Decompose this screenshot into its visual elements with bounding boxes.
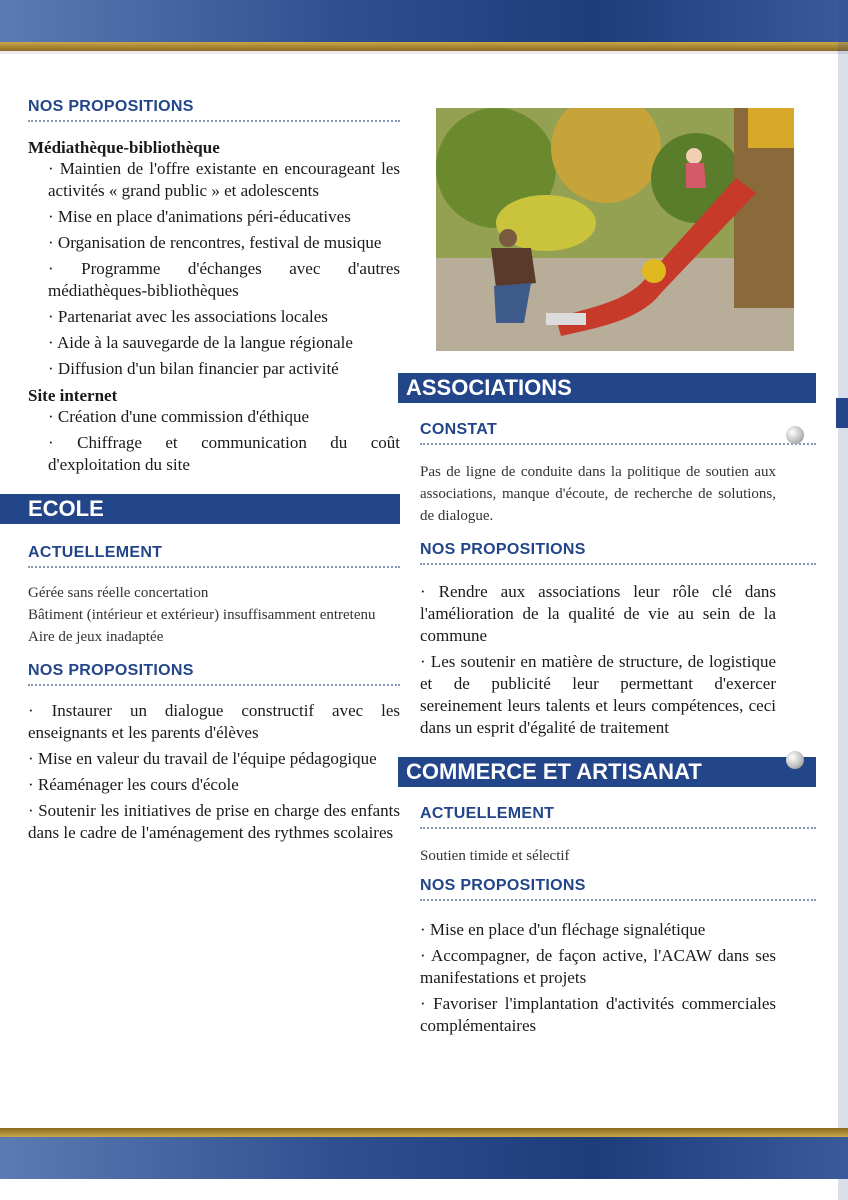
associations-propositions-list (420, 581, 776, 739)
decorative-ball (786, 426, 804, 444)
associations-propositions-header: NOS PROPOSITIONS (420, 541, 816, 565)
ecole-proposition-item: · Soutenir les initiatives de prise en charge des enfants dans le cadre de l'aménagement des rythmes scolaires (28, 801, 400, 842)
ecole-propositions-header: NOS PROPOSITIONS (28, 662, 400, 686)
mediatheque-item: · Programme d'échanges avec d'autres médiathèques-bibliothèques (48, 259, 400, 300)
ecole-actuellement-item: Gérée sans réelle concertation (28, 585, 209, 601)
mediatheque-item: · Aide à la sauvegarde de la langue régionale (48, 333, 353, 352)
commerce-proposition-item: · Accompagner, de façon active, l'ACAW dans ses manifestations et projets (420, 946, 776, 987)
top-gold-stripe (0, 42, 848, 51)
mediatheque-item: · Diffusion d'un bilan financier par activité (48, 359, 339, 378)
ecole-actuellement-header: ACTUELLEMENT (28, 544, 400, 568)
decorative-ball (786, 751, 804, 769)
mediatheque-block (28, 138, 400, 380)
associations-constat-text: Pas de ligne de conduite dans la politique de soutien aux associations, manque d'écoute, de recherche de solutions, de dialogue. (420, 464, 776, 524)
mediatheque-title: Médiathèque-bibliothèque (28, 138, 220, 157)
bottom-decorative-band (0, 1137, 848, 1179)
mediatheque-list (28, 158, 400, 380)
associations-proposition-item: · Rendre aux associations leur rôle clé dans l'amélioration de la qualité de vie au sein de la commune (420, 582, 776, 645)
playground-illustration (436, 108, 794, 351)
right-edge-tab (836, 398, 848, 428)
commerce-actuellement-header: ACTUELLEMENT (420, 805, 816, 829)
top-divider (0, 51, 848, 54)
mediatheque-item: · Partenariat avec les associations locales (48, 307, 328, 326)
site-block (28, 386, 400, 476)
right-column (398, 108, 816, 1041)
site-item: · Chiffrage et communication du coût d'exploitation du site (48, 433, 400, 474)
site-item: · Création d'une commission d'éthique (48, 407, 310, 426)
site-list (28, 406, 400, 476)
commerce-proposition-item: · Favoriser l'implantation d'activités commerciales complémentaires (420, 994, 776, 1035)
associations-band-title: ASSOCIATIONS (398, 373, 816, 403)
ecole-propositions-list (28, 700, 400, 844)
ecole-proposition-item: · Instaurer un dialogue constructif avec les enseignants et les parents d'élèves (28, 701, 400, 742)
ecole-actuellement-item: Bâtiment (intérieur et extérieur) insuffisamment entretenu (28, 607, 376, 623)
bottom-gold-stripe (0, 1128, 848, 1137)
associations-proposition-item: · Les soutenir en matière de structure, de logistique et de publicité leur permettant d'exercer sereinement leurs talents et leurs compétences, ceci dans un esprit d'égalité de traitement (420, 652, 776, 737)
ecole-actuellement-list (28, 582, 400, 648)
commerce-actuellement-text: Soutien timide et sélectif (420, 848, 570, 864)
right-page-edge (838, 0, 848, 1200)
playground-photo (436, 108, 794, 351)
section-header-propositions: NOS PROPOSITIONS (28, 98, 400, 122)
mediatheque-item: · Organisation de rencontres, festival de musique (48, 233, 382, 252)
commerce-propositions-header: NOS PROPOSITIONS (420, 877, 816, 901)
mediatheque-item: · Mise en place d'animations péri-éducatives (48, 207, 351, 226)
commerce-proposition-item: · Mise en place d'un fléchage signalétique (420, 920, 706, 939)
mediatheque-item: · Maintien de l'offre existante en encourageant les activités « grand public » et adolescents (48, 159, 400, 200)
ecole-proposition-item: · Mise en valeur du travail de l'équipe pédagogique (28, 749, 377, 768)
commerce-propositions-list (420, 919, 776, 1037)
commerce-band-title: COMMERCE ET ARTISANAT (398, 757, 816, 787)
ecole-proposition-item: · Réaménager les cours d'école (28, 775, 239, 794)
top-decorative-band (0, 0, 848, 42)
associations-constat-header: CONSTAT (420, 421, 816, 445)
ecole-actuellement-item: Aire de jeux inadaptée (28, 629, 164, 645)
site-title: Site internet (28, 386, 118, 405)
left-column (28, 98, 400, 848)
ecole-band-title: ECOLE (0, 494, 400, 524)
